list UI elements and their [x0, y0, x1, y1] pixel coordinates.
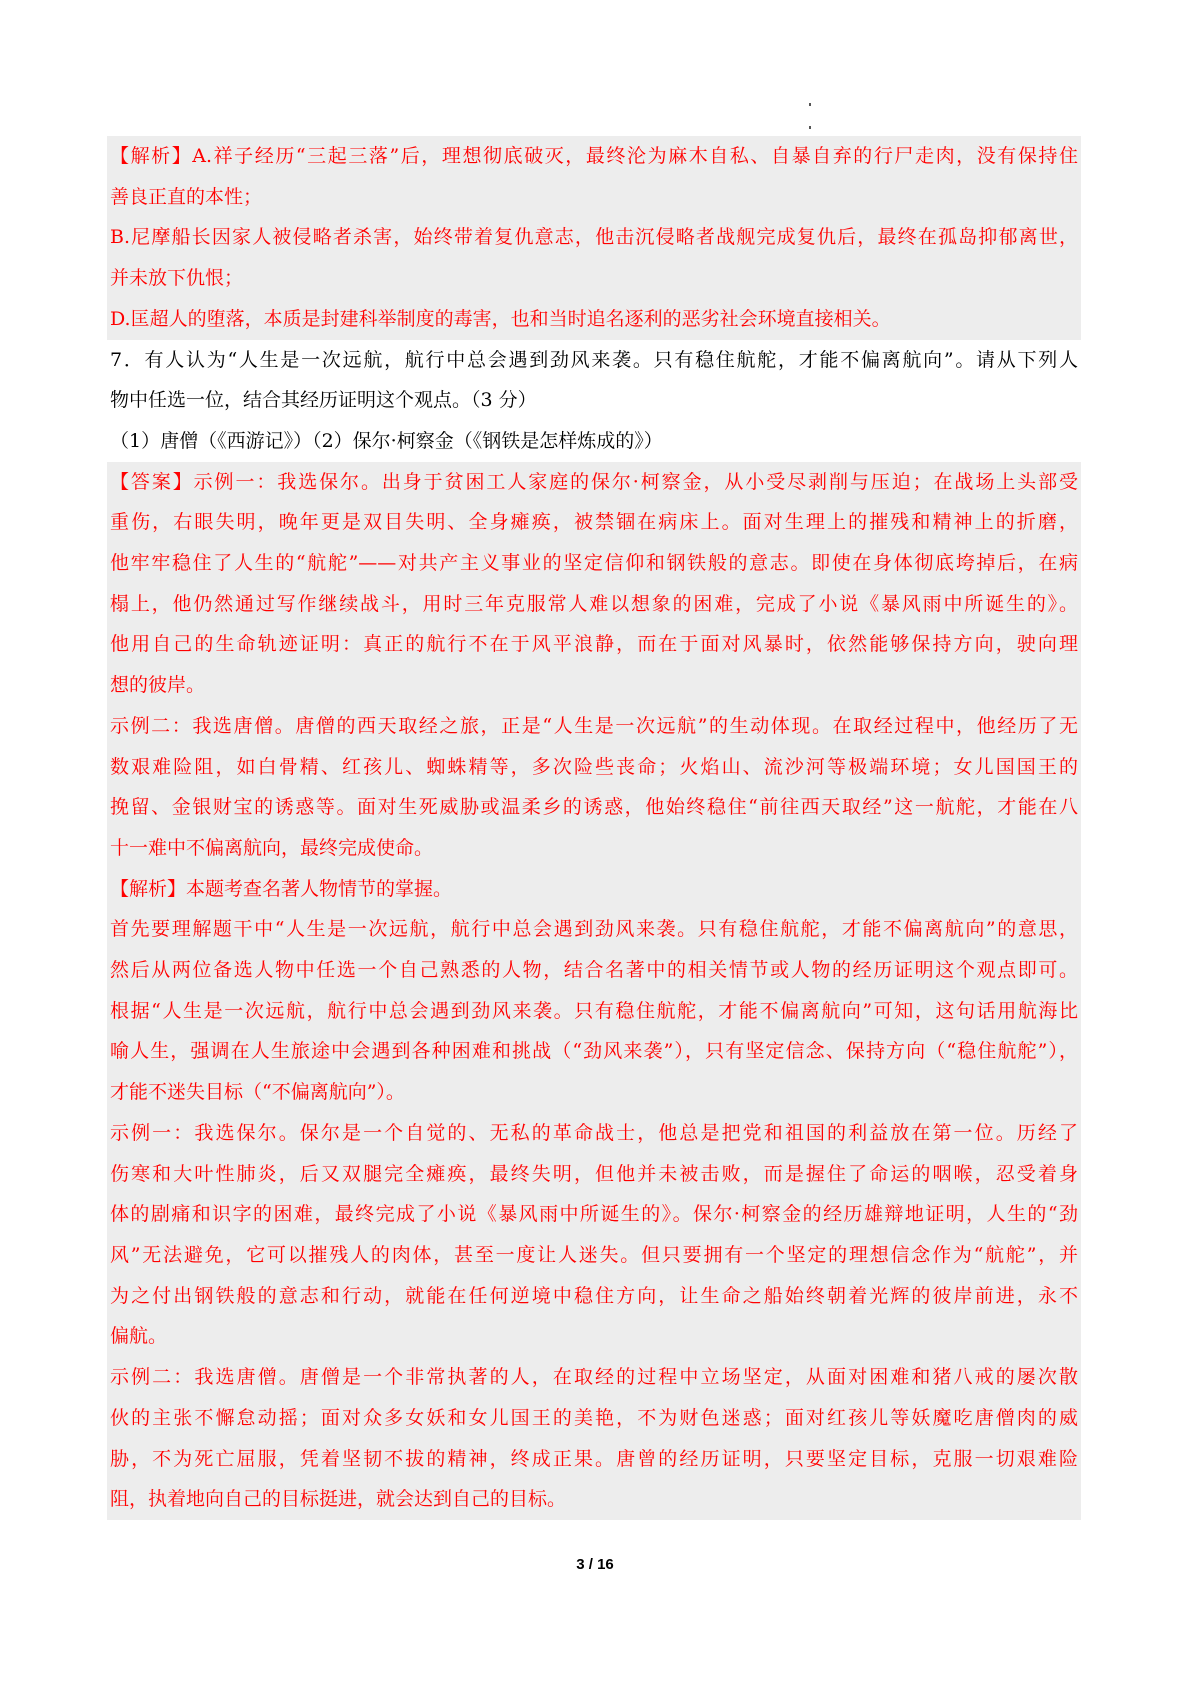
question-line: 7．有人认为“人生是一次远航，航行中总会遇到劲风来袭。只有稳住航舵，才能不偏离航向”。请从下列人 [110, 348, 1078, 371]
question-line: 物中任选一位，结合其经历证明这个观点。（3 分） [110, 389, 537, 412]
analysis-line: D.匡超人的堕落，本质是封建科举制度的毒害，也和当时追名逐利的恶劣社会环境直接相关。 [110, 307, 891, 330]
question-options: （1）唐僧（《西游记》）（2）保尔·柯察金（《钢铁是怎样炼成的》） [110, 429, 663, 452]
page-content [107, 136, 1081, 1520]
prev-analysis-block [107, 136, 1081, 340]
analysis-line: 偏航。 [110, 1325, 168, 1348]
analysis-line: 体的剧痛和识字的困难，最终完成了小说《暴风雨中所诞生的》。保尔·柯察金的经历雄辩地证明，人生的“劲 [110, 1203, 1078, 1226]
answer-line: 他牢牢稳住了人生的“航舵”——对共产主义事业的坚定信仰和钢铁般的意志。即使在身体彻底垮掉后，在病 [110, 552, 1078, 575]
answer-line: 想的彼岸。 [110, 674, 206, 697]
answer-line: 重伤，右眼失明，晚年更是双目失明、全身瘫痪，被禁锢在病床上。面对生理上的摧残和精神上的折磨， [110, 511, 1078, 534]
answer-line: 他用自己的生命轨迹证明：真正的航行不在于风平浪静，而在于面对风暴时，依然能够保持方向，驶向理 [110, 633, 1078, 656]
analysis-line: 为之付出钢铁般的意志和行动，就能在任何逆境中稳住方向，让生命之船始终朝着光辉的彼岸前进，永不 [110, 1284, 1078, 1307]
analysis-line: 并未放下仇恨； [110, 267, 244, 290]
page-mark [809, 103, 811, 106]
answer-line: 十一难中不偏离航向，最终完成使命。 [110, 836, 434, 859]
analysis-line: 然后从两位备选人物中任选一个自己熟悉的人物，结合名著中的相关情节或人物的经历证明这个观点即可。 [110, 959, 1078, 982]
analysis-line: 胁，不为死亡屈服，凭着坚韧不拔的精神，终成正果。唐曾的经历证明，只要坚定目标，克服一切艰难险 [110, 1447, 1078, 1470]
analysis-line: 才能不迷失目标（“不偏离航向”）。 [110, 1081, 405, 1104]
analysis-line: 示例一：我选保尔。保尔是一个自觉的、无私的革命战士，他总是把党和祖国的利益放在第一位。历经了 [110, 1121, 1078, 1144]
answer-line: 榻上，他仍然通过写作继续战斗，用时三年克服常人难以想象的困难，完成了小说《暴风雨中所诞生的》。 [110, 592, 1078, 615]
answer-line: 数艰难险阻，如白骨精、红孩儿、蜘蛛精等，多次险些丧命；火焰山、流沙河等极端环境；女儿国国王的 [110, 755, 1078, 778]
answer-7-block [107, 462, 1081, 1520]
analysis-line: 风”无法避免，它可以摧残人的肉体，甚至一度让人迷失。但只要拥有一个坚定的理想信念作为“航舵”，并 [110, 1243, 1078, 1266]
analysis-line: 首先要理解题干中“人生是一次远航，航行中总会遇到劲风来袭。只有稳住航舵，才能不偏离航向”的意思， [110, 918, 1078, 941]
analysis-line: 【解析】A.祥子经历“三起三落”后，理想彻底破灭，最终沦为麻木自私、自暴自弃的行尸走肉，没有保持住 [110, 145, 1078, 167]
answer-line: 示例二：我选唐僧。唐僧的西天取经之旅，正是“人生是一次远航”的生动体现。在取经过程中，他经历了无 [110, 714, 1078, 737]
analysis-line: B.尼摩船长因家人被侵略者杀害，始终带着复仇意志，他击沉侵略者战舰完成复仇后，最终在孤岛抑郁离世， [110, 226, 1078, 249]
analysis-line: 示例二：我选唐僧。唐僧是一个非常执著的人，在取经的过程中立场坚定，从面对困难和猪八戒的屡次散 [110, 1366, 1078, 1389]
answer-line: 【答案】示例一：我选保尔。出身于贫困工人家庭的保尔·柯察金，从小受尽剥削与压迫；在战场上头部受 [110, 470, 1078, 493]
question-7 [107, 340, 1081, 462]
answer-line: 挽留、金银财宝的诱惑等。面对生死威胁或温柔乡的诱惑，他始终稳住“前往西天取经”这一航舵，才能在八 [110, 796, 1078, 819]
analysis-line: 伙的主张不懈怠动摇；面对众多女妖和女儿国王的美艳，不为财色迷惑；面对红孩儿等妖魔吃唐僧肉的威 [110, 1406, 1078, 1429]
analysis-line: 根据“人生是一次远航，航行中总会遇到劲风来袭。只有稳住航舵，才能不偏离航向”可知，这句话用航海比 [110, 999, 1078, 1022]
analysis-line: 【解析】本题考查名著人物情节的掌握。 [110, 877, 453, 900]
analysis-line: 阻，执着地向自己的目标挺进，就会达到自己的目标。 [110, 1488, 567, 1511]
page-number: 3 / 16 [576, 1556, 614, 1573]
analysis-line: 喻人生，强调在人生旅途中会遇到各种困难和挑战（“劲风来袭”），只有坚定信念、保持方向（“稳住航舵”）， [110, 1040, 1078, 1063]
page-mark [809, 126, 811, 129]
analysis-line: 善良正直的本性； [110, 185, 263, 208]
analysis-line: 伤寒和大叶性肺炎，后又双腿完全瘫痪，最终失明，但他并未被击败，而是握住了命运的咽喉，忍受着身 [110, 1162, 1078, 1185]
